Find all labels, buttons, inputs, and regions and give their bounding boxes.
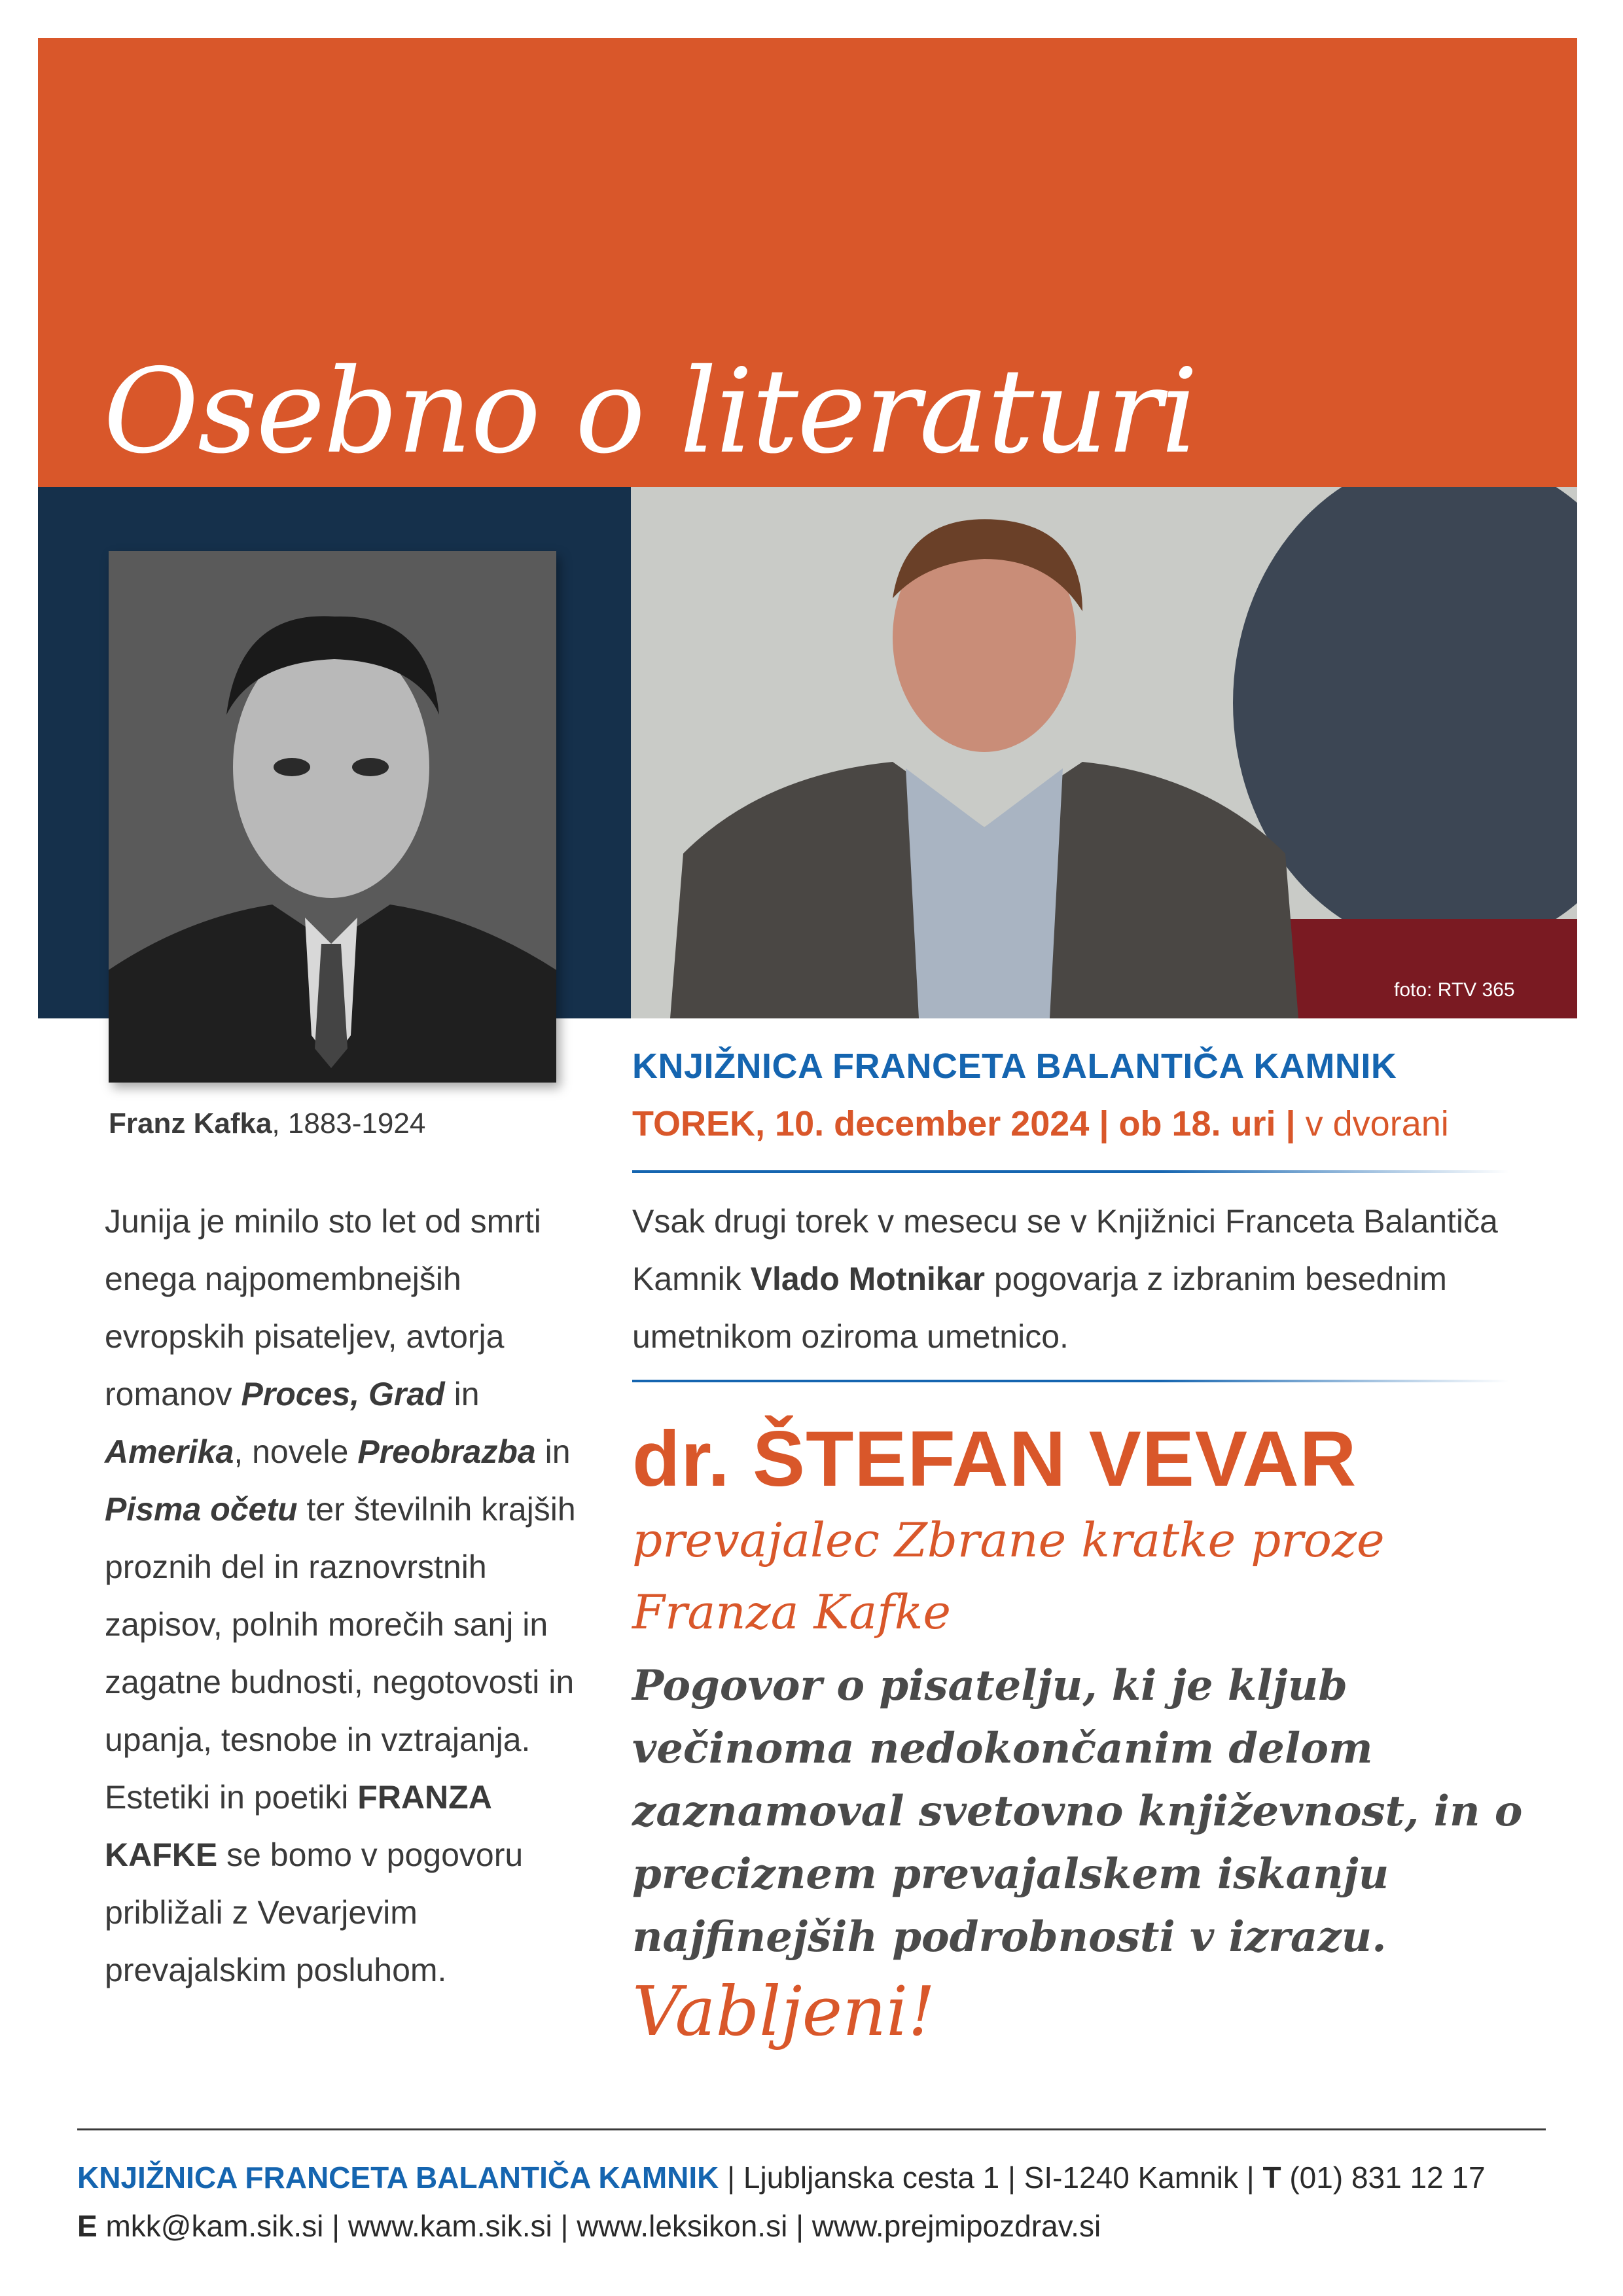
text-part: ter številnih krajših proznih del in raznovrstnih zapisov, polnih morečih sanj in zagatne budnosti, negotovosti in upanja, tesnobe in vztrajanja. Estetiki in poetiki [105, 1491, 576, 1816]
kafka-portrait [109, 551, 556, 1083]
footer-address: | Ljubljanska cesta 1 | SI-1240 Kamnik | [719, 2161, 1263, 2195]
kafka-portrait-image [109, 551, 556, 1083]
photo-credit: foto: RTV 365 [1394, 979, 1515, 1001]
footer-phone-label: T [1262, 2161, 1281, 2195]
guest-photo-image [631, 487, 1577, 1018]
book-title: Amerika [105, 1433, 234, 1470]
footer-line-1 [77, 2153, 1582, 2202]
guest-photo [631, 487, 1577, 1018]
event-date [632, 1103, 1449, 1144]
divider [632, 1170, 1509, 1173]
book-title: Grad [368, 1376, 445, 1412]
footer-library: KNJIŽNICA FRANCETA BALANTIČA KAMNIK [77, 2161, 719, 2195]
host-name: Vlado Motnikar [750, 1261, 985, 1297]
footer-phone: (01) 831 12 17 [1281, 2161, 1486, 2195]
footer [77, 2153, 1582, 2250]
library-heading: KNJIŽNICA FRANCETA BALANTIČA KAMNIK [632, 1047, 1397, 1086]
kafka-caption [109, 1107, 425, 1140]
footer-line-2 [77, 2202, 1582, 2250]
text-part: Junija je minilo sto let od smrti enega najpomembnejših evropskih pisateljev, avtorja romanov [105, 1203, 541, 1412]
poster-title: Osebno o literaturi [103, 344, 1197, 479]
footer-email-label: E [77, 2209, 98, 2243]
text-part: se bomo v pogovoru približali z Vevarjevim prevajalskim posluhom. [105, 1837, 524, 1988]
book-title: Pisma očetu [105, 1491, 298, 1528]
book-title: Proces, [241, 1376, 360, 1412]
event-intro [632, 1193, 1561, 1365]
guest-role: prevajalec Zbrane kratke proze Franza Kafke [632, 1513, 1385, 1640]
footer-contacts: mkk@kam.sik.si | www.kam.sik.si | www.leksikon.si | www.prejmipozdrav.si [97, 2209, 1101, 2243]
event-place: v dvorani [1295, 1104, 1449, 1143]
text-part: , novele [234, 1433, 358, 1470]
invitation: Vabljeni! [632, 1971, 936, 2051]
intro-text: Vsak drugi torek v mesecu se v Knjižnici Franceta Balantiča Kamnik [632, 1203, 1498, 1297]
divider [632, 1380, 1509, 1382]
text-part: in [444, 1376, 480, 1412]
talk-description: Pogovor o pisatelju, ki je kljub večinoma nedokončanim delom zaznamoval svetovno književnost, in o preciznem prevajalskem iskanju najfinejših podrobnosti v izrazu. [632, 1661, 1523, 1962]
intro-text-end: pogovarja z izbranim besednim umetnikom oziroma umetnico. [632, 1261, 1447, 1355]
kafka-caption-years: , 1883-1924 [272, 1107, 426, 1139]
guest-name: dr. ŠTEFAN VEVAR [632, 1415, 1357, 1503]
author-name: FRANZA KAFKE [105, 1779, 491, 1873]
kafka-description [105, 1193, 589, 1999]
text-part: in [535, 1433, 571, 1470]
footer-divider [77, 2128, 1546, 2130]
book-title: Preobrazba [357, 1433, 536, 1470]
kafka-caption-name: Franz Kafka [109, 1107, 272, 1139]
event-date-time: TOREK, 10. december 2024 | ob 18. uri | [632, 1104, 1296, 1143]
text-part [359, 1376, 368, 1412]
